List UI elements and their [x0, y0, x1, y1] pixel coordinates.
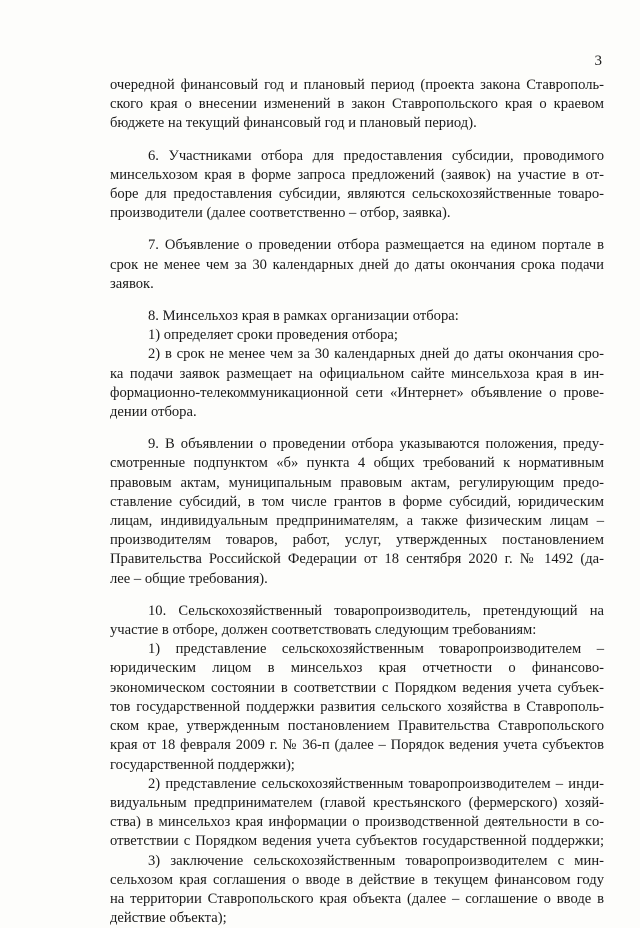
text-line: производителям товаров, работ, услуг, утвержденных постановлением — [110, 532, 604, 549]
text-line: 6. Участниками отбора для предоставления субсидии, проводимого — [148, 147, 604, 164]
text-line: тов государственной поддержки развития сельского хозяйства в Ставрополь- — [110, 698, 604, 715]
text-line: правовым актам, муниципальным правовым актам, регулирующим предо- — [110, 474, 604, 491]
text-line: дении отбора. — [110, 404, 197, 421]
text-line: ства) в минсельхоз края информации о производственной деятельности в со- — [110, 814, 604, 831]
text-line: 10. Сельскохозяйственный товаропроизводитель, претендующий на — [148, 602, 604, 619]
text-line: 1) определяет сроки проведения отбора; — [148, 327, 398, 344]
text-line: на территории Ставропольского края объекта (далее – соглашение о вводе в — [110, 890, 604, 907]
paragraph-10 — [110, 602, 604, 928]
text-line: очередной финансовый год и плановый период (проекта закона Ставрополь- — [110, 77, 604, 93]
paragraph-8 — [110, 307, 604, 422]
paragraph-6 — [110, 147, 604, 224]
text-line: видуальным предпринимателем (главой крестьянского (фермерского) хозяй- — [110, 794, 604, 811]
document-body — [110, 76, 604, 928]
paragraph-7 — [110, 236, 604, 294]
text-line: лее – общие требования). — [110, 570, 268, 587]
text-line: 1) представление сельскохозяйственным товаропроизводителем – — [148, 641, 604, 658]
text-line: участие в отборе, должен соответствовать следующим требованиям: — [110, 622, 537, 639]
paragraph-9 — [110, 435, 604, 589]
text-line: 7. Объявление о проведении отбора размещается на едином портале в — [148, 237, 604, 254]
text-line: ского края о внесении изменений в закон Ставропольского края о краевом — [110, 96, 604, 113]
text-line: 3) заключение сельскохозяйственным товаропроизводителем с мин- — [148, 852, 604, 869]
text-line: срок не менее чем за 30 календарных дней до даты окончания срока подачи — [110, 256, 604, 273]
text-line: юридическим лицом в минсельхоз края отчетности о финансово- — [110, 660, 604, 677]
text-line: сельхозом края соглашения о вводе в действие в текущем финансовом году — [110, 871, 604, 888]
text-line: экономическом состоянии в соответствии с Порядком ведения учета субъек- — [110, 679, 604, 696]
text-line: заявок. — [110, 275, 154, 292]
text-line: Правительства Российской Федерации от 18 сентября 2020 г. № 1492 (да- — [110, 551, 604, 568]
text-line: лицам, индивидуальным предпринимателям, а также физическим лицам – — [110, 513, 604, 530]
text-line: 9. В объявлении о проведении отбора указываются положения, преду- — [148, 436, 604, 453]
text-line: формационно-телекоммуникационной сети «Интернет» объявление о прове- — [110, 384, 604, 401]
paragraph-continuation — [110, 76, 604, 134]
text-line: бюджете на текущий финансовый год и плановый период). — [110, 115, 477, 132]
text-line: ка подачи заявок размещает на официальном сайте минсельхоза края в ин- — [110, 365, 604, 382]
text-line: действие объекта); — [110, 910, 227, 927]
text-line: боре для предоставления субсидии, являются сельскохозяйственные товаро- — [110, 186, 604, 203]
text-line: 2) в срок не менее чем за 30 календарных дней до даты окончания сро- — [148, 346, 604, 363]
text-line: ответствии с Порядком ведения учета субъектов государственной поддержки; — [110, 833, 604, 850]
text-line: ском крае, утвержденным постановлением Правительства Ставропольского — [110, 718, 604, 735]
text-line: производители (далее соответственно – отбор, заявка). — [110, 205, 451, 222]
text-line: минсельхозом края в форме запроса предложений (заявок) на участие в от- — [110, 166, 604, 183]
page-number: 3 — [594, 53, 602, 69]
text-line: 2) представление сельскохозяйственным товаропроизводителем – инди- — [148, 775, 604, 792]
text-line: ставление субсидий, в том числе грантов в форме субсидий, юридическим — [110, 493, 604, 510]
text-line: смотренные подпунктом «б» пункта 4 общих требований к нормативным — [110, 455, 604, 472]
text-line: 8. Минсельхоз края в рамках организации отбора: — [148, 308, 459, 325]
text-line: государственной поддержки); — [110, 756, 295, 773]
text-line: края от 18 февраля 2009 г. № 36-п (далее – Порядок ведения учета субъектов — [110, 737, 604, 754]
